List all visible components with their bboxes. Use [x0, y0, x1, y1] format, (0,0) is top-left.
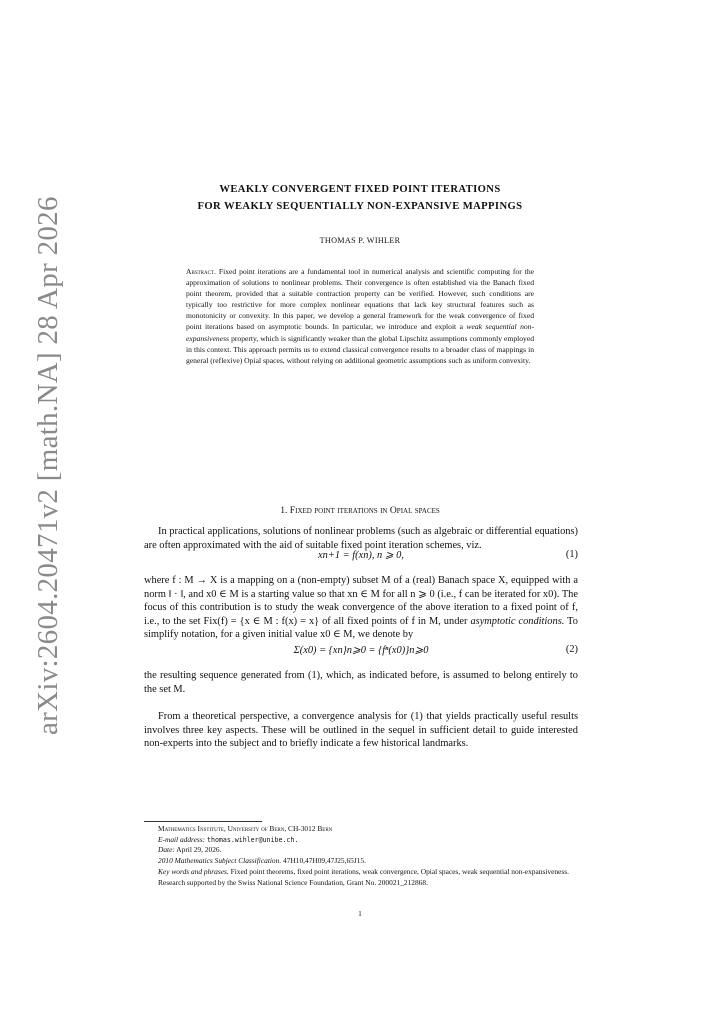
abstract-heading: Abstract.	[186, 267, 216, 276]
equation-1	[144, 549, 578, 561]
date-value: April 29, 2026.	[176, 845, 222, 855]
keywords-value: Fixed point theorems, fixed point iterations, weak convergence, Opial spaces, weak sequential non-expansiveness.	[230, 866, 569, 876]
paragraph-2-text	[144, 574, 578, 642]
date-line	[144, 845, 578, 856]
title-line-2: FOR WEAKLY SEQUENTIALLY NON-EXPANSIVE MAPPINGS	[197, 201, 523, 212]
footnotes	[144, 824, 578, 888]
date-label: Date:	[158, 845, 175, 855]
funding-line: Research supported by the Swiss National Science Foundation, Grant No. 200021_212868.	[158, 877, 428, 887]
abstract-text-a: Fixed point iterations are a fundamental tool in numerical analysis and scientific computing for the approximation of solutions to nonlinear problems. Their convergence is often established via the Banach fixed point theorem, provided that a suitable contraction property can be verified. However, such conditions are typically too restrictive for more complex nonlinear equations that lack key structural features such as monotonicity or convexity. In this paper, we develop a general framework for the weak convergence of fixed point iterations based on asymptotic bounds. In particular, we introduce and exploit a	[186, 267, 534, 332]
msc-label: 2010 Mathematics Subject Classification.	[158, 856, 282, 866]
msc-value: 47H10,47H09,47J25,65J15.	[283, 856, 366, 866]
section-heading	[144, 505, 576, 516]
email-address[interactable]: thomas.wihler@unibe.ch.	[207, 835, 299, 844]
paragraph-3	[144, 669, 578, 696]
email-line	[144, 835, 578, 846]
keywords-line	[144, 867, 578, 878]
msc-label-year	[158, 856, 281, 865]
paragraph-2-text-a: where f : M → X is a mapping on a (non-empty) subset M of a (real) Banach space X, equipped with a norm ‖ · ‖, and x0 ∈ M is a starting value so that xn ∈ M for all n ⩾ 0 (i.e., f can be iterated for x0). The focus of this contribution is to study the weak convergence of the above iteration to a fixed point of f, i.e., to the set Fix(f) = {x ∈ M : f(x) = x} of all fixed points of f in M, under	[144, 575, 578, 627]
paragraph-4-text: From a theoretical perspective, a convergence analysis for (1) that yields practically useful results involves three key aspects. These will be outlined in the sequel in sufficient detail to guide interested non-experts into the subject and to briefly indicate a few historical landmarks.	[144, 711, 578, 749]
title-line-1: WEAKLY CONVERGENT FIXED POINT ITERATIONS	[219, 184, 501, 195]
arxiv-identifier: arXiv:2604.20471v2 [math.NA] 28 Apr 2026	[32, 196, 64, 735]
footnote-rule	[144, 821, 262, 822]
equation-2-number: (2)	[565, 644, 578, 655]
equation-2	[144, 644, 578, 656]
affiliation: Mathematics Institute, University of Bern, CH-3012 Bern	[158, 824, 333, 833]
section-title: Fixed point iterations in Opial spaces	[289, 505, 440, 516]
author-name: THOMAS P. WIHLER	[319, 236, 401, 245]
abstract-text-b: property, which is significantly weaker than the global Lipschitz assumptions commonly employed in this context. This approach permits us to extend classical convergence results to a broader class of mappings in general (reflexive) Opial spaces, without relying on additional geometric assumptions such as uniform convexity.	[186, 333, 534, 365]
paragraph-1	[144, 525, 578, 552]
paragraph-3-text: the resulting sequence generated from (1), which, as indicated before, is assumed to belong entirely to the set M.	[144, 670, 578, 695]
paragraph-2-text-b: To simplify notation, for a given initial value x0 ∈ M, we denote by	[144, 615, 578, 640]
equation-2-body: Σ(x0) = {xn}n⩾0 = {fⁿ(x0)}n⩾0	[293, 645, 429, 656]
equation-1-body: xn+1 = f(xn), n ⩾ 0,	[318, 550, 404, 561]
equation-1-number: (1)	[565, 549, 578, 560]
section-number: 1.	[280, 505, 288, 516]
keywords-label: Key words and phrases.	[158, 866, 229, 876]
paragraph-4	[144, 710, 578, 751]
abstract-emphasis: weak sequential non-expansiveness	[186, 322, 534, 343]
paper-title	[144, 181, 576, 215]
email-label: E-mail address:	[158, 834, 206, 844]
abstract	[186, 266, 534, 366]
msc-line	[144, 856, 578, 867]
page-number: 1	[358, 909, 362, 918]
paragraph-2	[144, 574, 578, 642]
paragraph-1-text: In practical applications, solutions of nonlinear problems (such as algebraic or differential equations) are often approximated with the aid of suitable fixed point iteration schemes, viz.	[144, 526, 578, 551]
paragraph-2-emphasis: asymptotic conditions.	[470, 615, 565, 627]
